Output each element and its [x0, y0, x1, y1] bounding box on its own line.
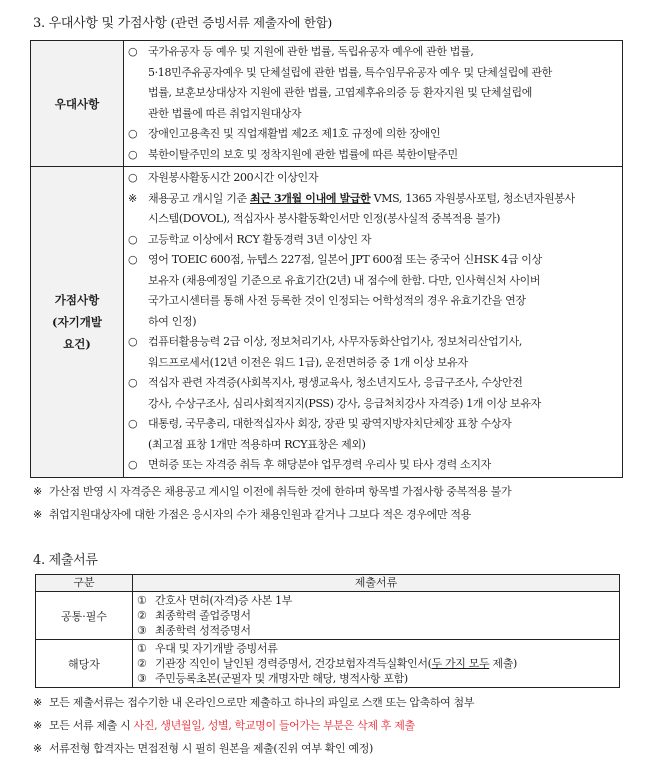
category-cell: 해당자	[36, 640, 133, 688]
documents-table	[35, 574, 620, 688]
section4-note: ※ 모든 서류 제출 시 사진, 생년월일, 성별, 학교명이 들어가는 부분은 삭제 후 제출	[33, 719, 415, 732]
reference-mark-icon: ※	[33, 508, 42, 521]
list-item: ○ 면허증 또는 자격증 취득 후 해당분야 업무경력 우리사 및 타사 경력 소지자	[128, 455, 618, 476]
document-item: ③ 주민등록초본(군필자 및 개명자만 해당, 병적사항 포함)	[137, 672, 408, 685]
reference-mark-icon: ※	[33, 719, 42, 732]
table-header-row	[36, 575, 620, 592]
red-warning-text: 사진, 생년월일, 성별, 학교명이 들어가는 부분은 삭제 후 제출	[133, 719, 415, 732]
section3-title	[33, 12, 332, 31]
preferred-row	[31, 41, 623, 167]
preferred-label: 우대사항	[31, 41, 124, 167]
circled-number-icon: ③	[137, 672, 147, 685]
list-item-continuation: 국가고시센터를 통해 사전 등록한 것이 인정되는 어학성적의 경우 유효기간을 연장	[148, 294, 526, 307]
list-item-continuation: 강사, 수상구조사, 심리사회적지지(PSS) 강사, 응급처치강사 자격증) 1개 이상 보유자	[148, 396, 541, 410]
list-item: ○ 북한이탈주민의 보호 및 정착지원에 관한 법률에 따른 북한이탈주민	[128, 145, 618, 166]
list-item: ○ 장애인고용촉진 및 직업재활법 제2조 제1호 규정에 의한 장애인	[128, 124, 618, 145]
underlined-emphasis: 두 가지 모두	[431, 657, 490, 670]
reference-mark-icon: ※	[128, 191, 137, 205]
list-item: ○ 적십자 관련 자격증(사회복지사, 평생교육사, 청소년지도사, 응급구조사, 수상안전	[128, 373, 618, 394]
reference-mark-icon: ※	[33, 742, 42, 755]
list-item-continuation: 하여 인정)	[148, 314, 197, 328]
underlined-emphasis: 최근 3개월 이내에 발급한	[249, 191, 371, 205]
list-item-continuation: 관한 법률에 따른 취업지원대상자	[148, 106, 302, 120]
section3-note: ※ 취업지원대상자에 대한 가점은 응시자의 수가 채용인원과 같거나 그보다 적은 경우에만 적용	[33, 508, 471, 521]
category-cell: 공통·필수	[36, 592, 133, 640]
document-item: ① 간호사 면허(자격)증 사본 1부	[137, 594, 293, 607]
circle-bullet-icon: ○	[128, 417, 138, 430]
bonus-row	[31, 167, 623, 478]
document-item: ① 우대 및 자기개발 증빙서류	[137, 642, 278, 655]
circle-bullet-icon: ○	[128, 171, 138, 184]
section4-note: ※ 서류전형 합격자는 면접전형 시 필히 원본을 제출(진위 여부 확인 예정)	[33, 742, 373, 755]
documents-cell	[133, 592, 620, 640]
list-item-continuation: 법률, 보훈보상대상자 지원에 관한 법률, 고엽제후유의증 등 환자지원 및 단체설립에	[148, 86, 532, 99]
section3-subtitle: (관련 증빙서류 제출자에 한함)	[170, 15, 332, 30]
circled-number-icon: ②	[137, 609, 147, 622]
circle-bullet-icon: ○	[128, 45, 138, 58]
circle-bullet-icon: ○	[128, 376, 138, 389]
circle-bullet-icon: ○	[128, 127, 138, 140]
column-header-documents: 제출서류	[133, 575, 620, 592]
circle-bullet-icon: ○	[128, 458, 138, 471]
section3-note: ※ 가산점 반영 시 자격증은 채용공고 게시일 이전에 취득한 것에 한하며 항목별 가점사항 중복적용 불가	[33, 485, 512, 498]
table-row	[36, 592, 620, 640]
list-item: ○ 자원봉사활동시간 200시간 이상인자	[128, 168, 618, 189]
reference-mark-icon: ※	[33, 696, 42, 709]
bonus-label: 가점사항 (자기개발 요건)	[31, 167, 124, 478]
list-item-continuation: 5·18민주유공자예우 및 단체설립에 관한 법률, 특수임무유공자 예우 및 단체설립에 관한	[148, 65, 552, 79]
list-item: ○ 영어 TOEIC 600점, 뉴텝스 227점, 일본어 JPT 600점 또는 중국어 신HSK 4급 이상	[128, 250, 618, 271]
bonus-content	[124, 167, 623, 478]
preferred-content	[124, 41, 623, 167]
list-item: ○ 컴퓨터활용능력 2급 이상, 정보처리기사, 사무자동화산업기사, 정보처리산업기사,	[128, 332, 618, 353]
column-header-category: 구분	[36, 575, 133, 592]
preferences-table	[30, 40, 623, 478]
circle-bullet-icon: ○	[128, 335, 138, 348]
circled-number-icon: ①	[137, 594, 147, 607]
circle-bullet-icon: ○	[128, 147, 138, 161]
table-row	[36, 640, 620, 688]
document-item: ② 기관장 직인이 날인된 경력증명서, 건강보험자격득실확인서(두 가지 모두 제출)	[137, 657, 517, 670]
list-item-continuation: 워드프로세서(12년 이전은 워드 1급), 운전면허증 중 1개 이상 보유자	[148, 355, 468, 369]
list-note-continuation: 시스템(DOVOL), 적십자사 봉사활동확인서만 인정(봉사실적 중복적용 불가)	[148, 212, 501, 225]
document-item: ③ 최종학력 성적증명서	[137, 624, 251, 637]
list-item-continuation: 보유자 (채용예정일 기준으로 유효기간(2년) 내 점수에 한함. 다만, 인사혁신처 사이버	[148, 273, 541, 287]
circled-number-icon: ①	[137, 642, 147, 655]
circled-number-icon: ③	[137, 624, 147, 637]
circle-bullet-icon: ○	[128, 253, 138, 266]
list-item: ○ 대통령, 국무총리, 대한적십자사 회장, 장관 및 광역지방자치단체장 표창 수상자	[128, 414, 618, 435]
circle-bullet-icon: ○	[128, 232, 138, 246]
list-item: ○ 고등학교 이상에서 RCY 활동경력 3년 이상인 자	[128, 230, 618, 251]
reference-mark-icon: ※	[33, 485, 42, 498]
section3-title-text: 3. 우대사항 및 가점사항	[33, 16, 167, 31]
section4-title: 4. 제출서류	[33, 553, 98, 568]
circled-number-icon: ②	[137, 657, 147, 670]
list-note: ※ 채용공고 개시일 기준 최근 3개월 이내에 발급한 VMS, 1365 자원봉사포털, 청소년자원봉사	[128, 189, 618, 210]
document-item: ② 최종학력 졸업증명서	[137, 609, 251, 622]
section4-note: ※ 모든 제출서류는 접수기한 내 온라인으로만 제출하고 하나의 파일로 스캔 또는 압축하여 첨부	[33, 696, 475, 709]
list-item-continuation: (최고점 표창 1개만 적용하며 RCY표창은 제외)	[148, 437, 366, 451]
list-item: ○ 국가유공자 등 예우 및 지원에 관한 법률, 독립유공자 예우에 관한 법률,	[128, 42, 618, 63]
documents-cell	[133, 640, 620, 688]
